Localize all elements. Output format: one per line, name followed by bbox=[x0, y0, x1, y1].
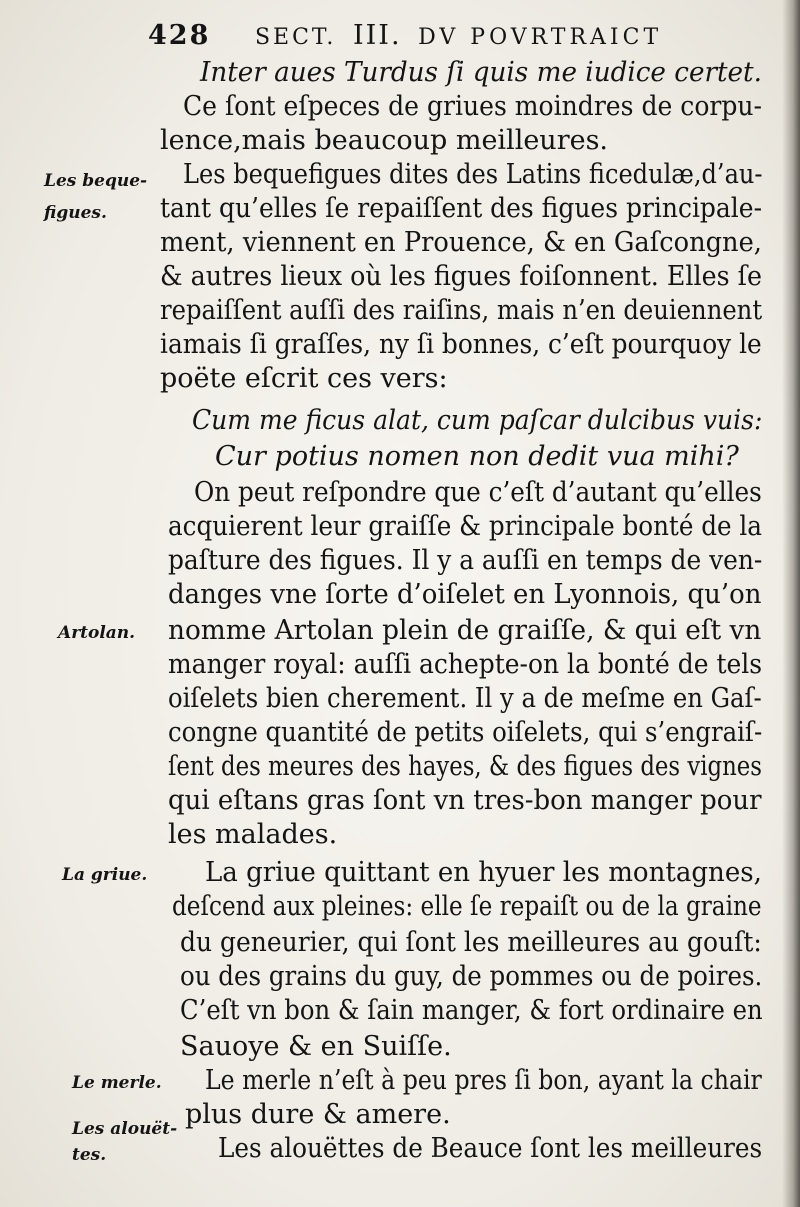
text-line: du geneurier, qui ſont les meilleures au gouſt: bbox=[180, 927, 762, 958]
running-header bbox=[148, 20, 708, 54]
text-line: manger royal: auſſi achepte-on la bonté de tels bbox=[168, 649, 763, 680]
text-line: deſcend aux pleines: elle ſe repaiſt ou de la graine bbox=[172, 891, 762, 922]
text-line: repaiſſent auſſi des raiſins, mais n’en deuiennent bbox=[160, 295, 763, 326]
text-line: Le merle n’eſt à peu pres ſi bon, ayant la chair bbox=[205, 1065, 762, 1096]
margin-note-merle: Le merle. bbox=[72, 1073, 162, 1093]
text-line: La griue quittant en hyuer les montagnes, bbox=[205, 857, 762, 888]
header-section: SECT. bbox=[254, 25, 337, 50]
text-line: tant qu’elles ſe repaiſſent des figues principale- bbox=[160, 193, 763, 224]
verse-line: Cur potius nomen non dedit vua mihi? bbox=[215, 441, 739, 472]
text-line: iamais ſi graſſes, ny ſi bonnes, c’eſt pourquoy le bbox=[160, 329, 762, 360]
text-line: & autres lieux où les figues foiſonnent. Elles ſe bbox=[160, 261, 762, 292]
verse-line: Cum me ficus alat, cum paſcar dulcibus vuis: bbox=[192, 405, 763, 436]
text-line: Les bequefigues dites des Latins ficedulæ,d’au- bbox=[183, 159, 763, 190]
text-line: ou des grains du guy, de pommes ou de poires. bbox=[180, 961, 763, 992]
text-line: C’eſt vn bon & ſain manger, & fort ordinaire en bbox=[180, 995, 763, 1026]
text-line: qui eſtans gras ſont vn tres-bon manger pour bbox=[168, 785, 762, 816]
text-line: ment, viennent en Prouence, & en Gaſcongne, bbox=[160, 227, 762, 258]
page-number: 428 bbox=[148, 20, 211, 51]
verse-line: Inter aues Turdus ſi quis me iudice certet. bbox=[200, 57, 762, 88]
margin-note-bequefigues: Les beque- bbox=[44, 171, 148, 191]
text-line: lence,mais beaucoup meilleures. bbox=[160, 125, 609, 156]
text-line: Ce ſont eſpeces de griues moindres de corpu- bbox=[183, 91, 763, 122]
text-line: On peut reſpondre que c’eſt d’autant qu’elles bbox=[194, 477, 762, 508]
text-line: plus dure & amere. bbox=[185, 1099, 451, 1130]
margin-note-artolan: Artolan. bbox=[58, 623, 136, 643]
text-line: ſent des meures des hayes, & des figues des vignes bbox=[168, 751, 762, 782]
margin-note-alouettes: Les alouët- bbox=[72, 1119, 178, 1139]
text-line: danges vne ſorte d’oiſelet en Lyonnois, qu’on bbox=[168, 579, 762, 610]
header-section-number: III. bbox=[352, 20, 402, 51]
margin-note-alouettes-cont: tes. bbox=[72, 1145, 107, 1165]
text-line: oiſelets bien cherement. Il y a de meſme en Gaſ- bbox=[168, 683, 762, 714]
text-line: Les alouëttes de Beauce ſont les meilleures bbox=[218, 1133, 763, 1164]
text-line: acquierent leur graiſſe & principale bonté de la bbox=[168, 511, 762, 542]
text-line: poëte eſcrit ces vers: bbox=[160, 363, 448, 394]
text-line: Sauoye & en Suiſſe. bbox=[180, 1031, 452, 1062]
text-line: nomme Artolan plein de graiſſe, & qui eſt vn bbox=[168, 615, 762, 646]
header-title: DV POVRTRAICT bbox=[418, 25, 663, 50]
page-edge-shadow bbox=[782, 0, 800, 1207]
text-line: les malades. bbox=[168, 819, 338, 850]
text-line: paſture des figues. Il y a auſſi en temps de ven- bbox=[168, 545, 763, 576]
margin-note-griue: La griue. bbox=[62, 865, 148, 885]
text-line: congne quantité de petits oiſelets, qui s’engraiſ- bbox=[168, 717, 763, 748]
margin-note-bequefigues-cont: figues. bbox=[44, 203, 107, 223]
